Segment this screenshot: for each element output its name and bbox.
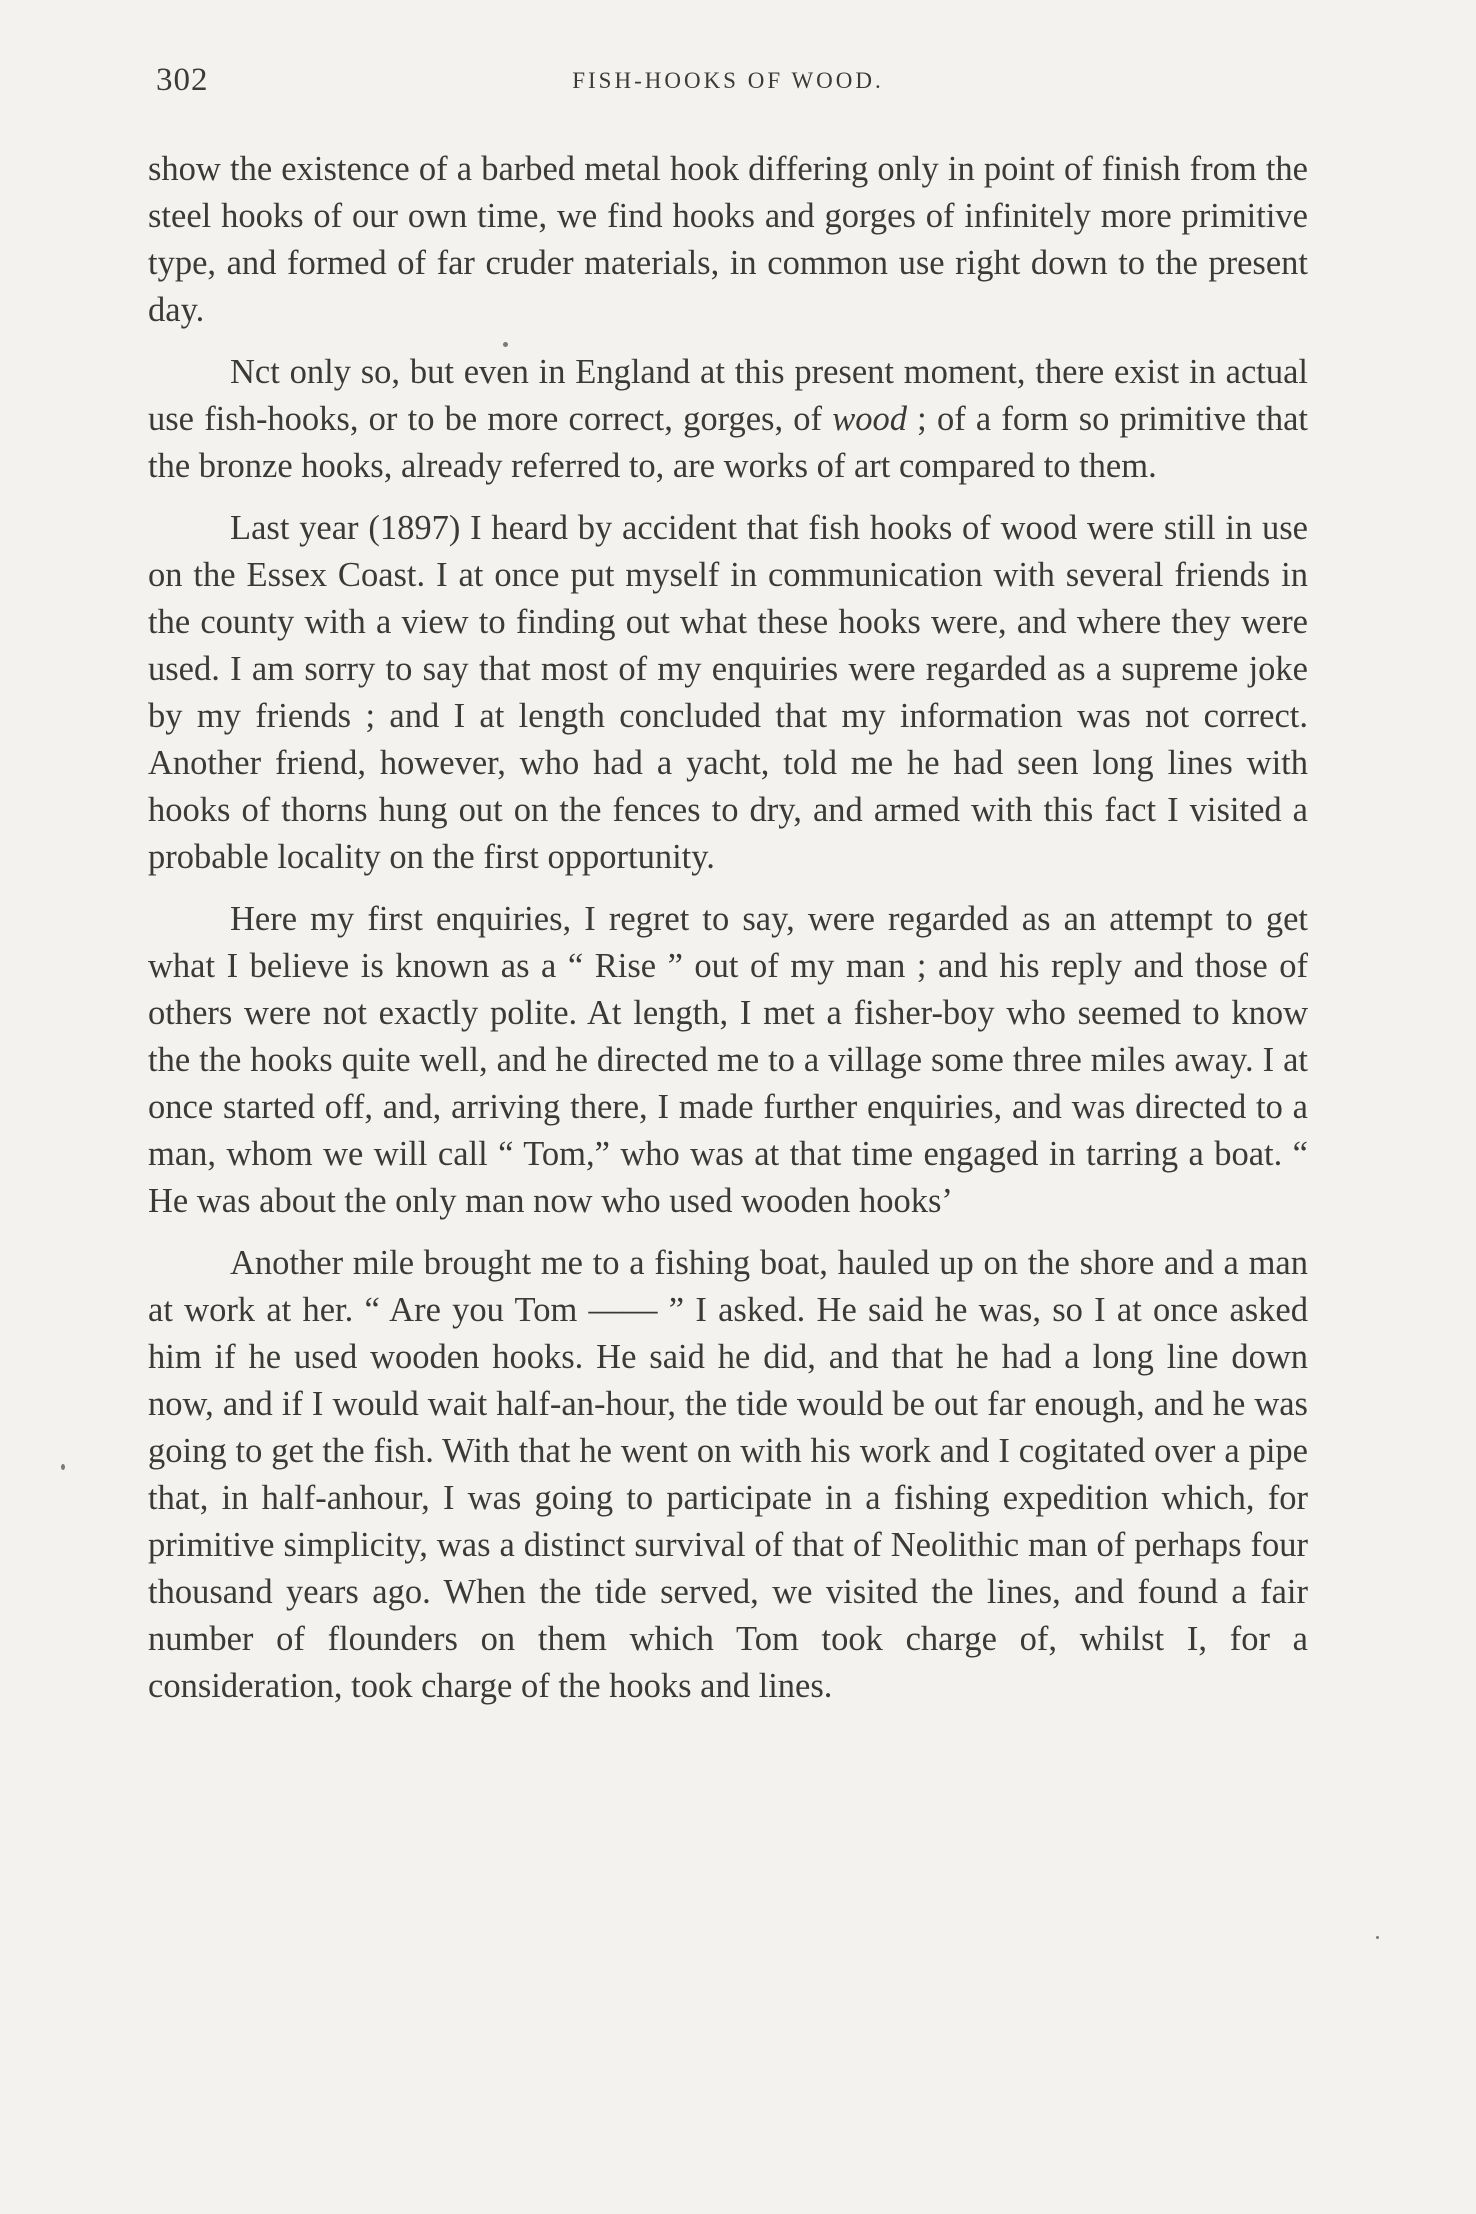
print-speck — [61, 1464, 65, 1470]
print-speck — [503, 342, 508, 347]
book-page — [148, 62, 1308, 1725]
paragraph-4: Here my first enquiries, I regret to say, were regarded as an attempt to get what I believe is known as a “ Rise ” out of my man ; and his reply and those of others were not exactly polite. At length, I met a fisher-boy who seemed to know the the hooks quite well, and he directed me to a village some three miles away. I at once started off, and, arriving there, I made further enquiries, and was directed to a man, whom we will call “ Tom,” who was at that time engaged in tarring a boat. “ He was about the only man now who used wooden hooks’ — [148, 900, 1308, 1220]
paragraph-3: Last year (1897) I heard by accident that fish hooks of wood were still in use on the Essex Coast. I at once put myself in communication with several friends in the county with a view to finding out what these hooks were, and where they were used. I am sorry to say that most of my enquiries were regarded as a supreme joke by my friends ; and I at length concluded that my information was not correct. Another friend, however, who had a yacht, told me he had seen long lines with hooks of thorns hung out on the fences to dry, and armed with this fact I visited a probable locality on the first opportunity. — [148, 509, 1308, 876]
paragraph-5: Another mile brought me to a fishing boat, hauled up on the shore and a man at work at her. “ Are you Tom —— ” I asked. He said he was, so I at once asked him if he used wooden hooks. He said he did, and that he had a long line down now, and if I would wait half-an-hour, the tide would be out far enough, and he was going to get the fish. With that he went on with his work and I cogitated over a pipe that, in half-anhour, I was going to participate in a fishing expedition which, for primitive simplicity, was a distinct survival of that of Neolithic man of perhaps four thousand years ago. When the tide served, we visited the lines, and found a fair number of flounders on them which Tom took charge of, whilst I, for a consideration, took charge of the hooks and lines. — [148, 1244, 1308, 1705]
paragraph-2 — [148, 349, 1308, 490]
page-number: 302 — [156, 62, 209, 98]
paragraph-2-text-before: Nct only so, but even in England at this present moment, there exist in actual use fish-hooks, or to be more correct, gorges, of — [148, 353, 1308, 438]
paragraph-2-text-after: ; of a form so primitive that the bronze hooks, already referred to, are works of art compared to them. — [148, 400, 1308, 485]
running-head — [148, 62, 1308, 122]
body-text — [148, 146, 1308, 1710]
print-speck — [1376, 1936, 1379, 1939]
emphasis-word: wood — [832, 400, 907, 438]
running-title: FISH-HOOKS OF WOOD. — [572, 68, 884, 93]
paragraph-1: show the existence of a barbed metal hook differing only in point of finish from the steel hooks of our own time, we find hooks and gorges of infinitely more primitive type, and formed of far cruder materials, in common use right down to the present day. — [148, 150, 1308, 329]
